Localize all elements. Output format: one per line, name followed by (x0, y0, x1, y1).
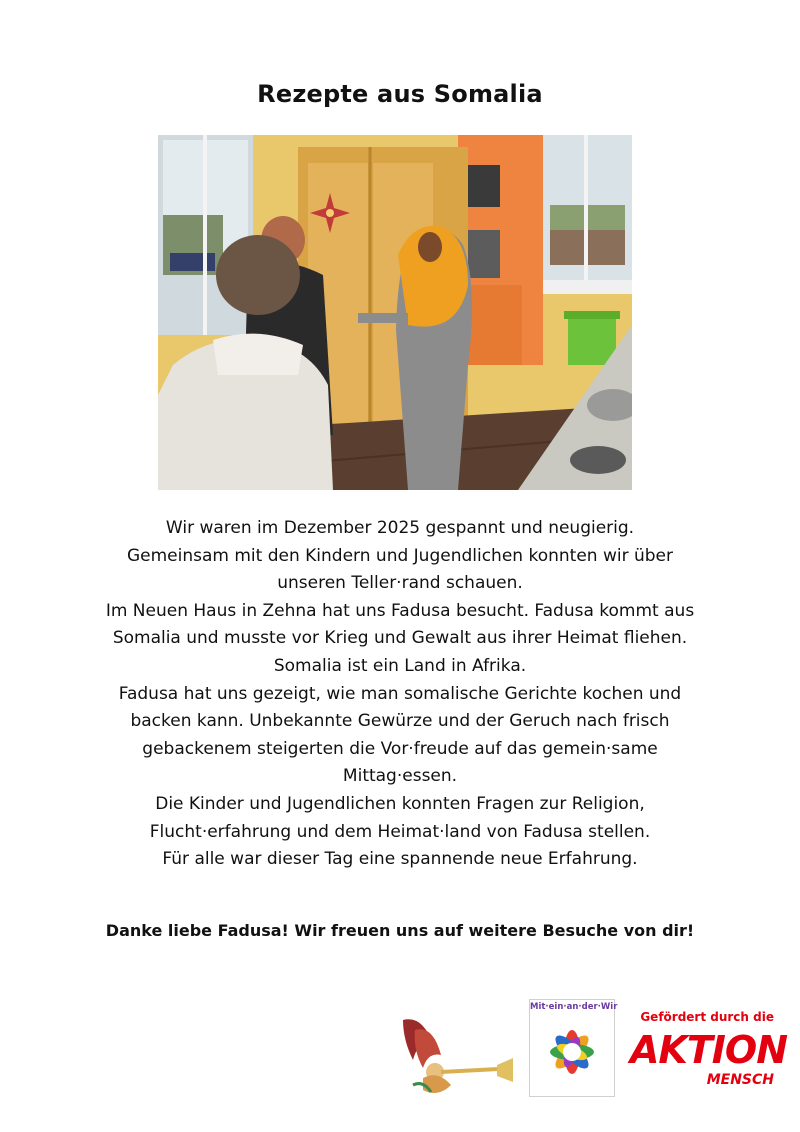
text-line: Somalia ist ein Land in Afrika. (273, 655, 527, 676)
aktion-mensch-logo (628, 1010, 788, 1095)
angel-trumpet-logo (393, 1010, 518, 1100)
miteinander-logo (529, 999, 618, 1097)
aktion-wordmark: AKTION (630, 1028, 788, 1072)
closing-line: Danke liebe Fadusa! Wir freuen uns auf weitere Besuche von dir! (105, 921, 695, 940)
text-line: Für alle war dieser Tag eine spannende neue Erfahrung. (162, 849, 638, 870)
mensch-wordmark: MENSCH (706, 1072, 774, 1088)
aktion-caption: Gefördert durch die (640, 1010, 774, 1024)
miteinander-caption: Mit·ein·an·der·Wir (530, 1002, 618, 1012)
text-line: Die Kinder und Jugendlichen konnten Fragen zur Religion, (155, 793, 645, 814)
text-line: Fadusa hat uns gezeigt, wie man somalische Gerichte kochen und (118, 683, 682, 704)
text-line: Im Neuen Haus in Zehna hat uns Fadusa besucht. Fadusa kommt aus (105, 600, 695, 621)
text-line: Gemeinsam mit den Kindern und Jugendlichen konnten wir über (126, 545, 673, 566)
text-line: Mittag·essen. (342, 766, 458, 787)
text-line: gebackenem steigerten die Vor·freude auf das gemein·same (142, 738, 658, 759)
text-line: unseren Teller·rand schauen. (277, 573, 523, 594)
page-title: Rezepte aus Somalia (257, 80, 543, 108)
text-line: Flucht·erfahrung und dem Heimat·land von Fadusa stellen. (149, 821, 651, 842)
kitchen-photo (158, 135, 632, 490)
text-line: backen kann. Unbekannte Gewürze und der Geruch nach frisch (130, 711, 670, 732)
text-line: Wir waren im Dezember 2025 gespannt und neugierig. (165, 518, 635, 538)
body-paragraph (60, 515, 740, 874)
text-line: Somalia und musste vor Krieg und Gewalt aus ihrer Heimat fliehen. (112, 628, 688, 649)
